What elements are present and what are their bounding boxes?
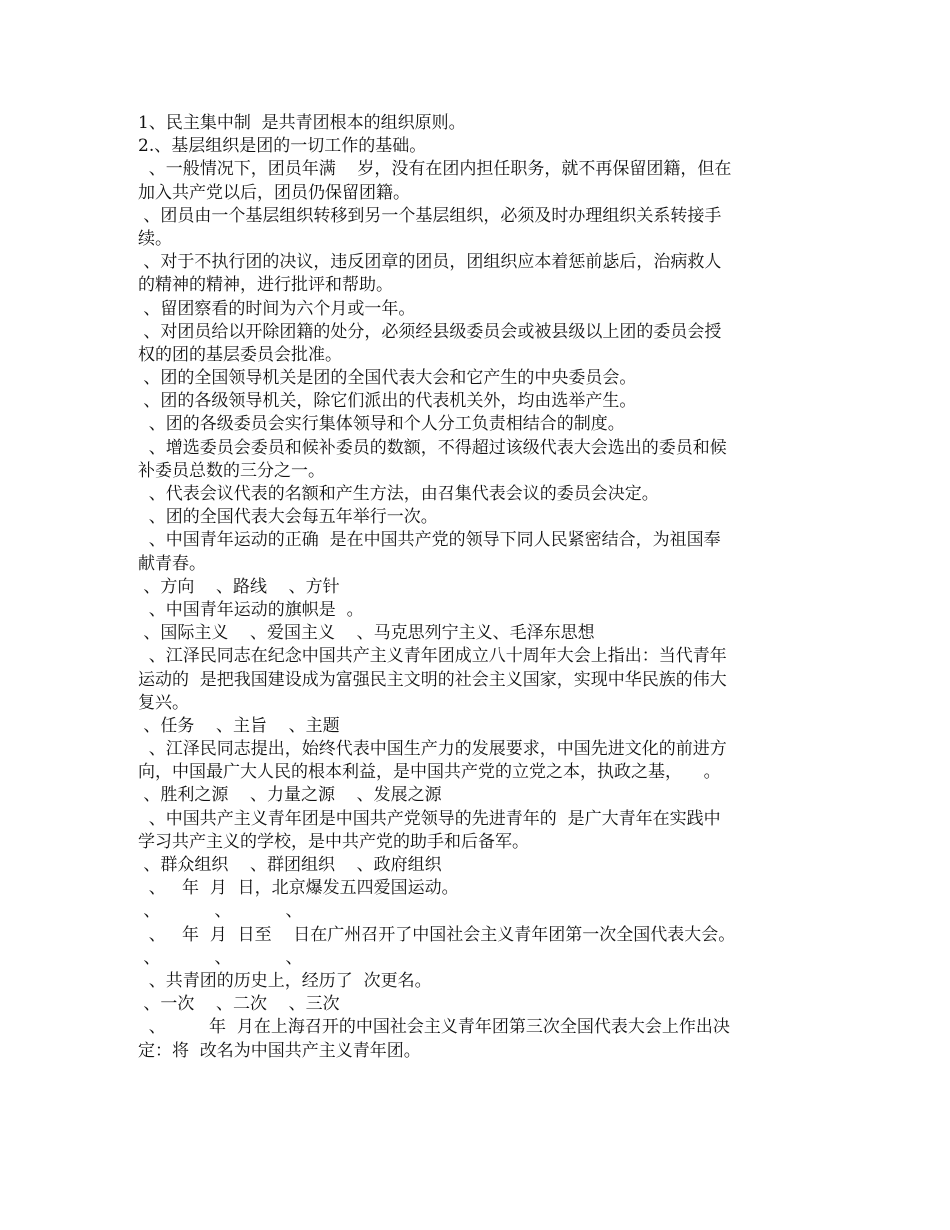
text-line: 学习共产主义的学校，是中共产党的助手和后备军。 [138, 831, 529, 852]
text-line: 的精神的精神，进行批评和帮助。 [138, 275, 393, 296]
text-line: 2.、基层组织是团的一切工作的基础。 [138, 136, 427, 157]
text-line: 、中国青年运动的旗帜是 。 [138, 599, 364, 620]
text-line: 、方向 、路线 、方针 [138, 576, 340, 597]
text-line: 、团的全国代表大会每五年举行一次。 [138, 507, 438, 528]
text-line: 、群众组织 、群团组织 、政府组织 [138, 855, 442, 875]
text-line: 、一次 、二次 、三次 [138, 994, 340, 1015]
text-line: 、团的全国领导机关是团的全国代表大会和它产生的中央委员会。 [138, 368, 637, 389]
text-line: 、中国青年运动的正确 是在中国共产党的领导下同人民紧密结合，为祖国奉 [138, 530, 721, 551]
text-line: 、 年 月在上海召开的中国社会主义青年团第三次全国代表大会上作出决 [138, 1017, 730, 1038]
text-line: 、胜利之源 、力量之源 、发展之源 [138, 785, 442, 806]
text-line: 1、民主集中制 是共青团根本的组织原则。 [138, 113, 466, 133]
text-line: 、对团员给以开除团籍的处分，必须经县级委员会或被县级以上团的委员会授 [138, 321, 722, 342]
text-line: 补委员总数的三分之一。 [138, 460, 325, 481]
text-line: 权的团的基层委员会批准。 [138, 344, 342, 365]
text-line: 加入共产党以后，团员仍保留团籍。 [138, 182, 410, 203]
text-line: 、任务 、主旨 、主题 [138, 715, 340, 736]
text-line: 运动的 是把我国建设成为富强民主文明的社会主义国家，实现中华民族的伟大 [138, 669, 727, 690]
text-line: 、团的各级领导机关，除它们派出的代表机关外，均由选举产生。 [138, 391, 637, 412]
text-line: 、江泽民同志在纪念中国共产主义青年团成立八十周年大会上指出：当代青年 [138, 646, 727, 667]
text-line: 、 、 、 [138, 901, 303, 922]
text-line: 、增选委员会委员和候补委员的数额，不得超过该级代表大会选出的委员和候 [138, 437, 727, 458]
text-line: 向，中国最广大人民的根本利益，是中国共产党的立党之本，执政之基， 。 [138, 762, 721, 783]
text-line: 续。 [138, 228, 172, 249]
text-line: 、国际主义 、爱国主义 、马克思列宁主义、毛泽东思想 [138, 623, 595, 644]
text-line: 复兴。 [138, 692, 189, 713]
text-line: 、 、 、 [138, 947, 303, 968]
text-line: 、对于不执行团的决议，违反团章的团员，团组织应本着惩前毖后，治病救人 [138, 252, 722, 273]
text-line: 、中国共产主义青年团是中国共产党领导的先进青年的 是广大青年在实践中 [138, 808, 721, 829]
text-line: 、代表会议代表的名额和产生方法，由召集代表会议的委员会决定。 [138, 484, 659, 504]
text-line: 定：将 改名为中国共产主义青年团。 [138, 1040, 421, 1061]
text-line: 、一般情况下，团员年满 岁，没有在团内担任职务，就不再保留团籍，但在 [138, 159, 732, 180]
text-line: 、留团察看的时间为六个月或一年。 [138, 298, 416, 319]
text-line: 、江泽民同志提出，始终代表中国生产力的发展要求，中国先进文化的前进方 [138, 739, 727, 760]
text-line: 、共青团的历史上，经历了 次更名。 [138, 970, 432, 991]
text-line: 、 年 月 日，北京爆发五四爱国运动。 [138, 878, 459, 899]
text-line: 、团员由一个基层组织转移到另一个基层组织，必须及时办理组织关系转接手 [138, 205, 722, 226]
text-line: 献青春。 [138, 553, 206, 574]
text-line: 、团的各级委员会实行集体领导和个人分工负责相结合的制度。 [138, 414, 625, 435]
document-page [138, 112, 798, 1063]
text-line: 、 年 月 日至 日在广州召开了中国社会主义青年团第一次全国代表大会。 [138, 924, 736, 945]
